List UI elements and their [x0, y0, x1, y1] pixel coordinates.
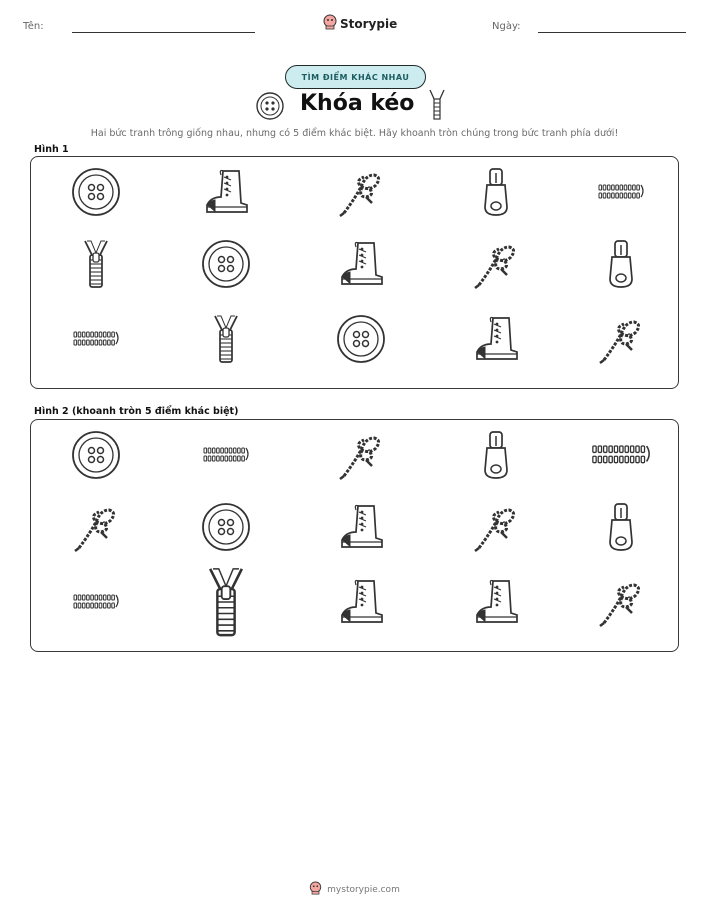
title-button-icon: [256, 92, 284, 124]
picture-2-label: Hình 2 (khoanh tròn 5 điểm khác biệt): [34, 406, 239, 417]
button-icon[interactable]: [201, 502, 251, 552]
footer: [0, 881, 709, 898]
date-field[interactable]: [538, 32, 686, 33]
zipper-tape-icon[interactable]: [71, 577, 121, 627]
zipper-pull-icon[interactable]: [596, 239, 646, 289]
button-icon[interactable]: [201, 239, 251, 289]
lace-icon[interactable]: [336, 430, 386, 480]
boot-icon[interactable]: [471, 577, 521, 627]
picture-1-panel[interactable]: [30, 156, 679, 389]
button-icon[interactable]: [71, 430, 121, 480]
boot-icon[interactable]: [471, 314, 521, 364]
brand-name: Storypie: [340, 16, 398, 31]
lace-icon[interactable]: [471, 239, 521, 289]
zipper-pull-icon[interactable]: [596, 502, 646, 552]
picture-1-label: Hình 1: [34, 144, 69, 155]
storypie-mascot-icon: [309, 881, 322, 898]
lace-icon[interactable]: [596, 314, 646, 364]
activity-badge: TÌM ĐIỂM KHÁC NHAU: [285, 65, 426, 89]
zipper-tape-icon[interactable]: [201, 430, 251, 480]
date-label: Ngày:: [492, 21, 521, 32]
brand-logo: [323, 14, 397, 33]
zipper-tape-icon[interactable]: [589, 423, 653, 487]
zipper-tape-icon[interactable]: [71, 314, 121, 364]
footer-site: mystorypie.com: [327, 884, 400, 895]
name-label: Tên:: [23, 21, 44, 32]
button-icon[interactable]: [336, 314, 386, 364]
instructions: Hai bức tranh trông giống nhau, nhưng có 5 điểm khác biệt. Hãy khoanh tròn chúng trong bức tranh phía dưới!: [90, 128, 619, 139]
lace-icon[interactable]: [471, 502, 521, 552]
boot-icon[interactable]: [336, 502, 386, 552]
zipper-tape-icon[interactable]: [596, 167, 646, 217]
zipper-icon[interactable]: [71, 239, 121, 289]
zipper-pull-icon[interactable]: [471, 430, 521, 480]
boot-icon[interactable]: [336, 239, 386, 289]
lace-icon[interactable]: [336, 167, 386, 217]
name-field[interactable]: [72, 32, 255, 33]
page-title: Khóa kéo: [300, 91, 415, 116]
lace-icon[interactable]: [596, 577, 646, 627]
title-zipper-icon: [428, 89, 446, 125]
boot-icon[interactable]: [336, 577, 386, 627]
button-icon[interactable]: [71, 167, 121, 217]
zipper-icon[interactable]: [190, 566, 262, 638]
picture-2-panel[interactable]: [30, 419, 679, 652]
zipper-pull-icon[interactable]: [471, 167, 521, 217]
zipper-icon[interactable]: [201, 314, 251, 364]
storypie-mascot-icon: [323, 14, 337, 33]
boot-icon[interactable]: [201, 167, 251, 217]
lace-icon[interactable]: [71, 502, 121, 552]
